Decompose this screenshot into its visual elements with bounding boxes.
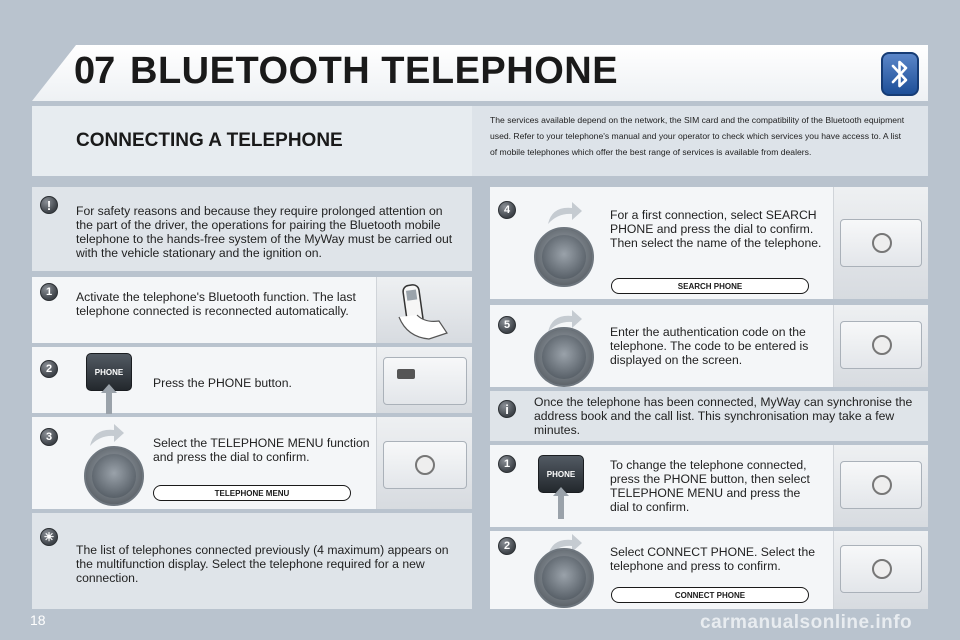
phone-button[interactable]: PHONE <box>86 353 132 391</box>
page-number: 18 <box>30 612 46 628</box>
radio-highlight <box>397 369 415 379</box>
selector-dial[interactable] <box>534 327 594 387</box>
change-step-1-badge: 1 <box>498 455 516 473</box>
press-arrow-icon <box>552 487 570 519</box>
step-2-text: Press the PHONE button. <box>153 376 292 390</box>
radio-dial <box>872 559 892 579</box>
change-step-2-badge: 2 <box>498 537 516 555</box>
warning-icon: ! <box>40 196 58 214</box>
section-title: CONNECTING A TELEPHONE <box>76 130 343 151</box>
phone-hand-illustration <box>376 277 472 343</box>
step-3-badge: 3 <box>40 428 58 446</box>
connect-phone-label: CONNECT PHONE <box>611 587 809 603</box>
info-icon: i <box>498 400 516 418</box>
rotate-arrow-icon <box>88 422 126 448</box>
search-phone-label: SEARCH PHONE <box>611 278 809 294</box>
warning-text: For safety reasons and because they require prolonged attention on the part of the driver, the operations for pairing the Bluetooth mobile telephone to the hands-free system of the MyWay must be carried out with the vehicle stationary and the ignition on. <box>76 204 453 260</box>
step-3-text: Select the TELEPHONE MENU function and press the dial to confirm. <box>153 436 370 464</box>
radio-dial <box>872 233 892 253</box>
info-text: Once the telephone has been connected, MyWay can synchronise the address book and the call list. This synchronisation may take a few minutes. <box>534 395 913 437</box>
step-4-badge: 4 <box>498 201 516 219</box>
radio-unit-illustration <box>833 445 928 527</box>
radio-unit-illustration <box>833 187 928 299</box>
change-step-2-text: Select CONNECT PHONE. Select the telephone and press to confirm. <box>610 545 815 573</box>
radio-unit-illustration <box>376 347 472 413</box>
step-1-text: Activate the telephone's Bluetooth function. The last telephone connected is reconnected automatically. <box>76 290 356 318</box>
radio-dial <box>872 335 892 355</box>
step-1-badge: 1 <box>40 283 58 301</box>
chapter-title: BLUETOOTH TELEPHONE <box>130 50 619 92</box>
intro-text: The services available depend on the network, the SIM card and the compatibility of the Bluetooth equipment used. Refer to your telephone's manual and your operator to check which services you have access to. A list of mobile telephones which offer the best range of services is available from dealers. <box>490 115 905 157</box>
change-step-1-text: To change the telephone connected, press the PHONE button, then select TELEPHONE MENU and press the dial to confirm. <box>610 458 810 514</box>
radio-unit <box>383 357 467 405</box>
selector-dial[interactable] <box>534 548 594 608</box>
step-5-text: Enter the authentication code on the telephone. The code to be entered is displayed on the screen. <box>610 325 809 367</box>
selector-dial[interactable] <box>84 446 144 506</box>
press-arrow-icon <box>100 384 118 414</box>
chapter-number: 07 <box>74 50 115 92</box>
radio-dial <box>872 475 892 495</box>
telephone-menu-label: TELEPHONE MENU <box>153 485 351 501</box>
selector-dial[interactable] <box>534 227 594 287</box>
phone-button[interactable]: PHONE <box>538 455 584 493</box>
bluetooth-icon <box>881 52 919 96</box>
tip-text: The list of telephones connected previously (4 maximum) appears on the multifunction display. Select the telephone required for a new connection. <box>76 543 449 585</box>
step-5-badge: 5 <box>498 316 516 334</box>
radio-unit-illustration <box>833 531 928 609</box>
lightbulb-icon: ☀ <box>40 528 58 546</box>
radio-unit-illustration <box>833 305 928 387</box>
step-4-text: For a first connection, select SEARCH PHONE and press the dial to confirm. Then select the name of the telephone. <box>610 208 822 250</box>
watermark: carmanualsonline.info <box>700 612 913 633</box>
radio-unit-illustration <box>376 417 472 509</box>
rotate-arrow-icon <box>546 200 584 226</box>
radio-dial <box>415 455 435 475</box>
step-2-badge: 2 <box>40 360 58 378</box>
